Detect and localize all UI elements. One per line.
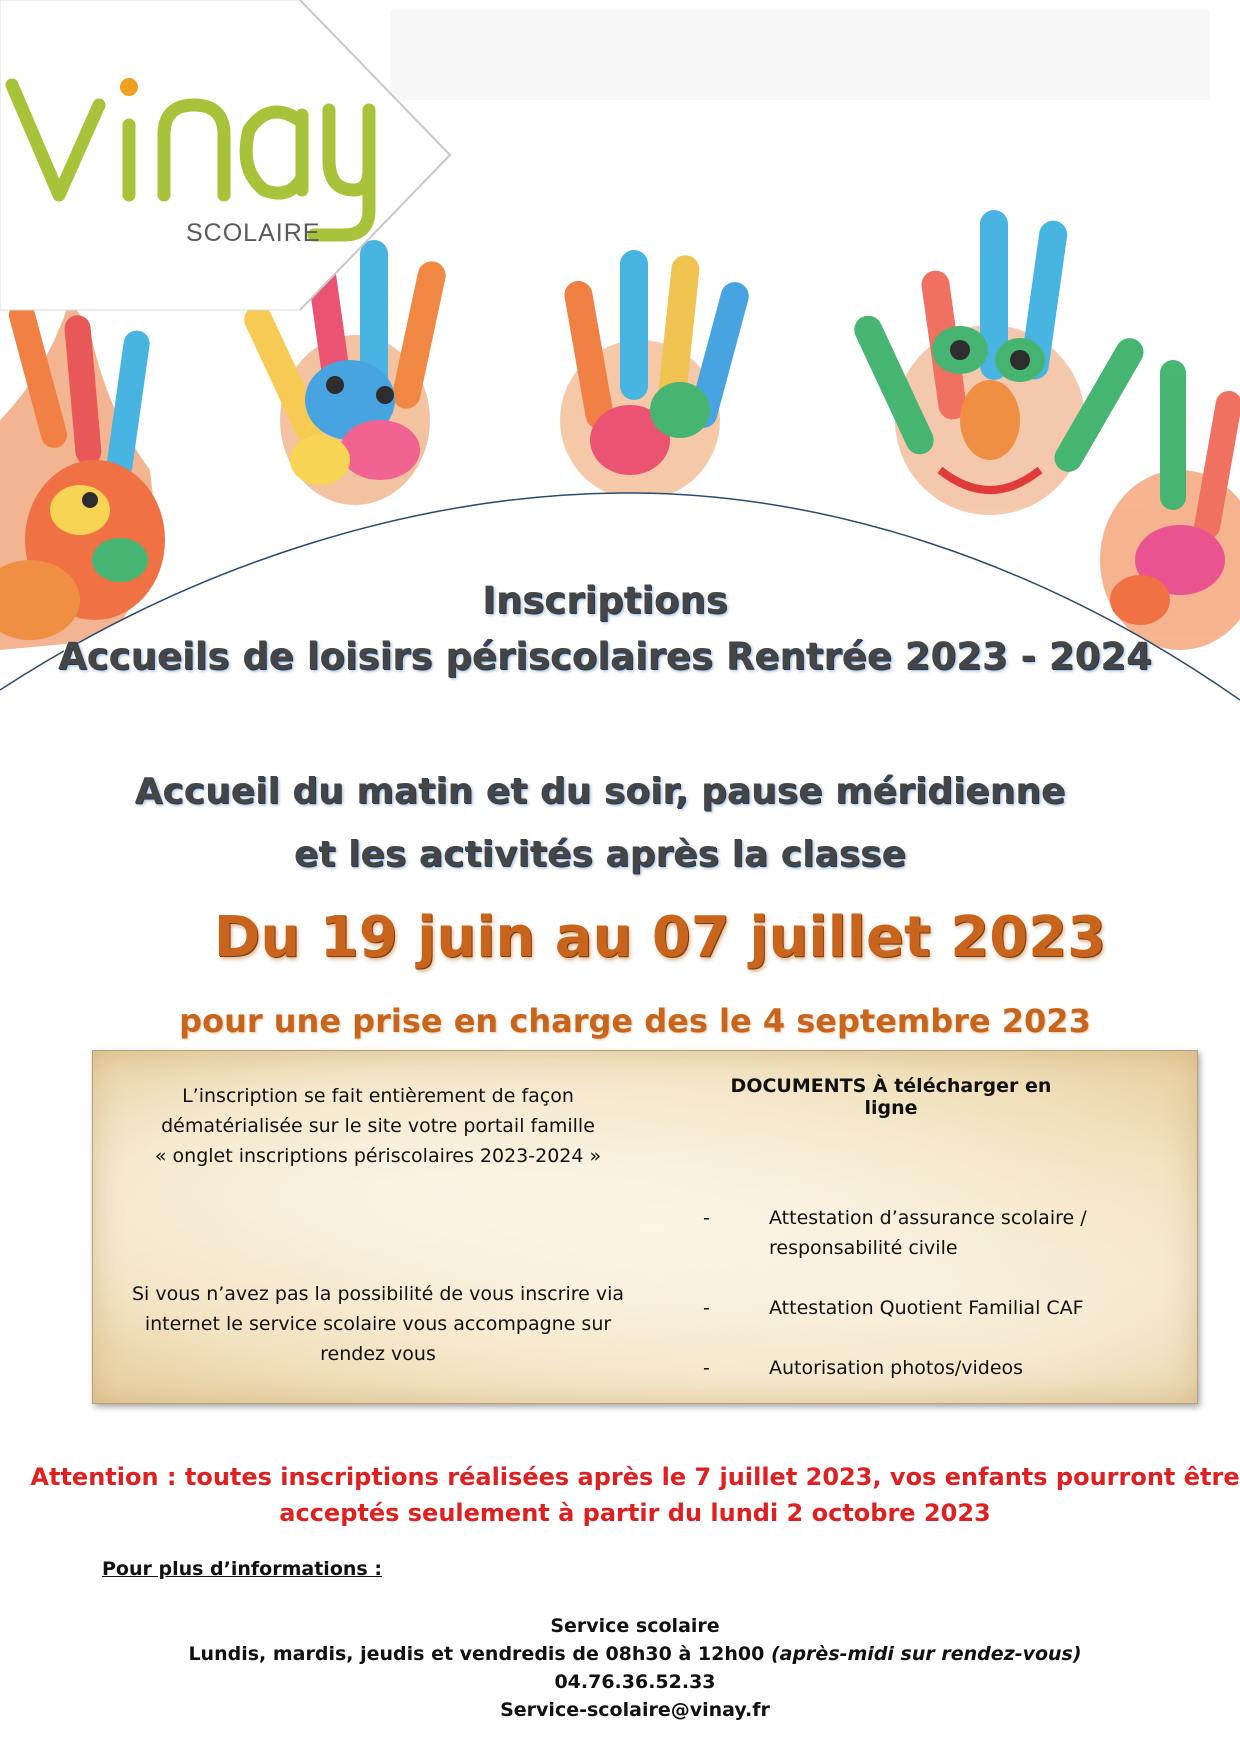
online-line-3: « onglet inscriptions périscolaires 2023-2024 » (154, 1145, 602, 1167)
contact-block (0, 1612, 1240, 1724)
title-accueils: Accueils de loisirs périscolaires Rentrée 2023 - 2024 (58, 635, 1152, 678)
warning-line-2: acceptés seulement à partir du lundi 2 octobre 2023 (279, 1499, 991, 1527)
warning-line-1: Attention : toutes inscriptions réalisées après le 7 juillet 2023, vos enfants pourront être (30, 1463, 1240, 1491)
contact-hours-note: (après-midi sur rendez-vous) (770, 1643, 1082, 1665)
offline-line-1: Si vous n’avez pas la possibilité de vous inscrire via (131, 1283, 625, 1305)
list-item (693, 1203, 1173, 1263)
list-item (693, 1293, 1173, 1323)
list-dash: - (703, 1357, 710, 1379)
start-date: pour une prise en charge des le 4 septembre 2023 (179, 1002, 1091, 1040)
contact-service: Service scolaire (550, 1615, 720, 1637)
logo (0, 0, 460, 320)
hand-center (560, 250, 752, 500)
hand-right-smiley (850, 210, 1149, 515)
info-box (92, 1050, 1198, 1404)
offline-line-2: internet le service scolaire vous accompagne sur (144, 1313, 612, 1335)
registration-instructions (113, 1081, 643, 1365)
document-1-line-1: Attestation d’assurance scolaire / (769, 1207, 1087, 1229)
contact-hours (0, 1640, 1240, 1668)
list-item (693, 1353, 1173, 1383)
contact-phone[interactable]: 04.76.36.52.33 (554, 1671, 716, 1693)
subtitle (0, 760, 1200, 886)
documents-list (693, 1203, 1173, 1413)
contact-hours-text: Lundis, mardis, jeudis et vendredis de 08h30 à 12h00 (188, 1643, 765, 1665)
list-dash: - (703, 1207, 710, 1229)
main-title (0, 575, 1210, 687)
documents-title: DOCUMENTS À télécharger en ligne (730, 1075, 1052, 1119)
document-3-line-1: Autorisation photos/videos (769, 1357, 1024, 1379)
offline-line-3: rendez vous (320, 1343, 436, 1365)
logo-subtitle: SCOLAIRE (186, 219, 321, 247)
online-line-1: L’inscription se fait entièrement de façon (182, 1085, 574, 1107)
title-inscriptions: Inscriptions (482, 579, 728, 622)
contact-email[interactable]: Service-scolaire@vinay.fr (500, 1699, 770, 1721)
documents-section (693, 1075, 1173, 1379)
subtitle-line-1: Accueil du matin et du soir, pause méridienne (134, 771, 1066, 812)
more-info-heading: Pour plus d’informations : (102, 1558, 382, 1580)
document-1-line-2: responsabilité civile (769, 1237, 958, 1259)
offline-instructions (113, 1279, 643, 1369)
document-2-line-1: Attestation Quotient Familial CAF (769, 1297, 1084, 1319)
registration-dates: Du 19 juin au 07 juillet 2023 (213, 905, 1107, 970)
warning-notice (0, 1459, 1240, 1531)
online-line-2: dématérialisée sur le site votre portail famille (161, 1115, 595, 1137)
subtitle-line-2: et les activités après la classe (293, 834, 907, 875)
list-dash: - (703, 1297, 710, 1319)
